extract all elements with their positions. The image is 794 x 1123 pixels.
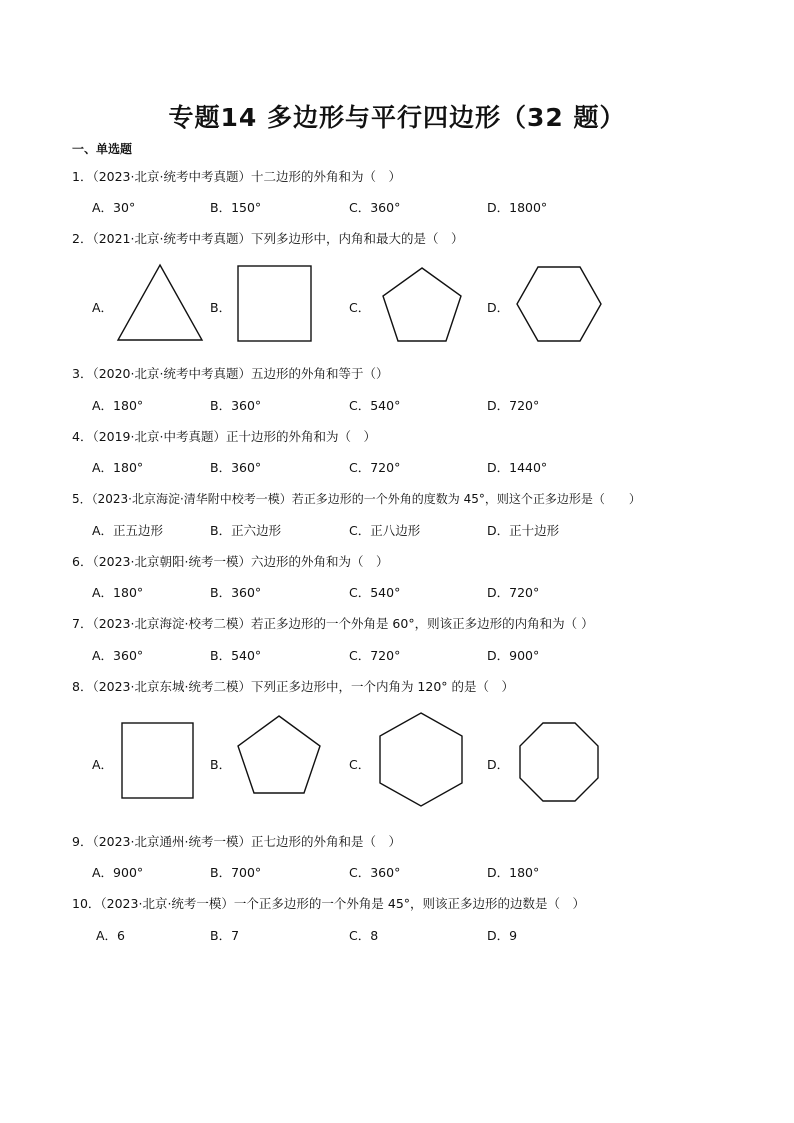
q2-option-c-label[interactable]: C．: [349, 300, 371, 315]
q7-option-c[interactable]: C．720°: [349, 648, 401, 663]
question-2-stem: 2．（2021·北京·统考中考真题）下列多边形中，内角和最大的是（ ）: [72, 231, 464, 246]
q8-option-c-label[interactable]: C．: [349, 757, 371, 772]
question-8-stem: 8．（2023·北京东城·统考二模）下列正多边形中，一个内角为 120° 的是（ ）: [72, 679, 515, 694]
q1-option-c[interactable]: C．360°: [349, 200, 401, 215]
q2-option-a-label[interactable]: A．: [92, 300, 114, 315]
q7-option-b[interactable]: B．540°: [210, 648, 262, 663]
q4-option-a[interactable]: A．180°: [92, 460, 144, 475]
q8-option-d-label[interactable]: D．: [487, 757, 510, 772]
question-3-stem: 3．（2020·北京·统考中考真题）五边形的外角和等于（）: [72, 366, 389, 381]
page-title: 专题14 多边形与平行四边形（32 题）: [168, 103, 626, 132]
q8-pentagon-shape[interactable]: [237, 715, 321, 795]
question-4-stem: 4．（2019·北京·中考真题）正十边形的外角和为（ ）: [72, 429, 376, 444]
section-heading: 一、单选题: [72, 142, 133, 156]
q6-option-c[interactable]: C．540°: [349, 585, 401, 600]
q2-option-b-label[interactable]: B．: [210, 300, 232, 315]
q6-option-d[interactable]: D．720°: [487, 585, 540, 600]
q9-option-d[interactable]: D．180°: [487, 865, 540, 880]
q2-triangle-shape[interactable]: [116, 264, 204, 342]
q10-option-c[interactable]: C．8: [349, 928, 379, 943]
q8-option-a-label[interactable]: A．: [92, 757, 114, 772]
question-9-stem: 9．（2023·北京通州·统考一模）正七边形的外角和是（ ）: [72, 834, 401, 849]
question-1-stem: 1．（2023·北京·统考中考真题）十二边形的外角和为（ ）: [72, 169, 401, 184]
q2-square-shape[interactable]: [237, 265, 313, 343]
q5-option-c[interactable]: C．正八边形: [349, 523, 421, 538]
q2-hexagon-shape[interactable]: [516, 266, 602, 342]
q2-pentagon-shape[interactable]: [382, 267, 462, 343]
q4-option-d[interactable]: D．1440°: [487, 460, 548, 475]
q7-option-a[interactable]: A．360°: [92, 648, 144, 663]
q10-option-d[interactable]: D．9: [487, 928, 518, 943]
q5-option-d[interactable]: D．正十边形: [487, 523, 560, 538]
question-10-stem: 10．（2023·北京·统考一模）一个正多边形的一个外角是 45°，则该正多边形的边数是（ ）: [72, 896, 586, 911]
q5-option-a[interactable]: A．正五边形: [92, 523, 164, 538]
q10-option-b[interactable]: B．7: [210, 928, 240, 943]
question-6-stem: 6．（2023·北京朝阳·统考一模）六边形的外角和为（ ）: [72, 554, 389, 569]
q9-option-a[interactable]: A．900°: [92, 865, 144, 880]
q8-octagon-shape[interactable]: [519, 722, 599, 802]
q4-option-b[interactable]: B．360°: [210, 460, 262, 475]
q7-option-d[interactable]: D．900°: [487, 648, 540, 663]
q9-option-b[interactable]: B．700°: [210, 865, 262, 880]
q3-option-a[interactable]: A．180°: [92, 398, 144, 413]
q1-option-a[interactable]: A．30°: [92, 200, 136, 215]
q3-option-b[interactable]: B．360°: [210, 398, 262, 413]
q1-option-b[interactable]: B．150°: [210, 200, 262, 215]
question-5-stem: 5．（2023·北京海淀·清华附中校考一模）若正多边形的一个外角的度数为 45°，则这个正多边形是（ ）: [72, 492, 641, 506]
question-7-stem: 7．（2023·北京海淀·校考二模）若正多边形的一个外角是 60°，则该正多边形的内角和为（ ）: [72, 616, 594, 631]
q5-option-b[interactable]: B．正六边形: [210, 523, 282, 538]
q3-option-d[interactable]: D．720°: [487, 398, 540, 413]
q8-option-b-label[interactable]: B．: [210, 757, 232, 772]
q1-option-d[interactable]: D．1800°: [487, 200, 548, 215]
q6-option-b[interactable]: B．360°: [210, 585, 262, 600]
q2-option-d-label[interactable]: D．: [487, 300, 510, 315]
q3-option-c[interactable]: C．540°: [349, 398, 401, 413]
q8-square-shape[interactable]: [121, 722, 195, 800]
q4-option-c[interactable]: C．720°: [349, 460, 401, 475]
q10-option-a[interactable]: A．6: [96, 928, 126, 943]
q6-option-a[interactable]: A．180°: [92, 585, 144, 600]
q8-hexagon-shape[interactable]: [379, 712, 463, 808]
q9-option-c[interactable]: C．360°: [349, 865, 401, 880]
